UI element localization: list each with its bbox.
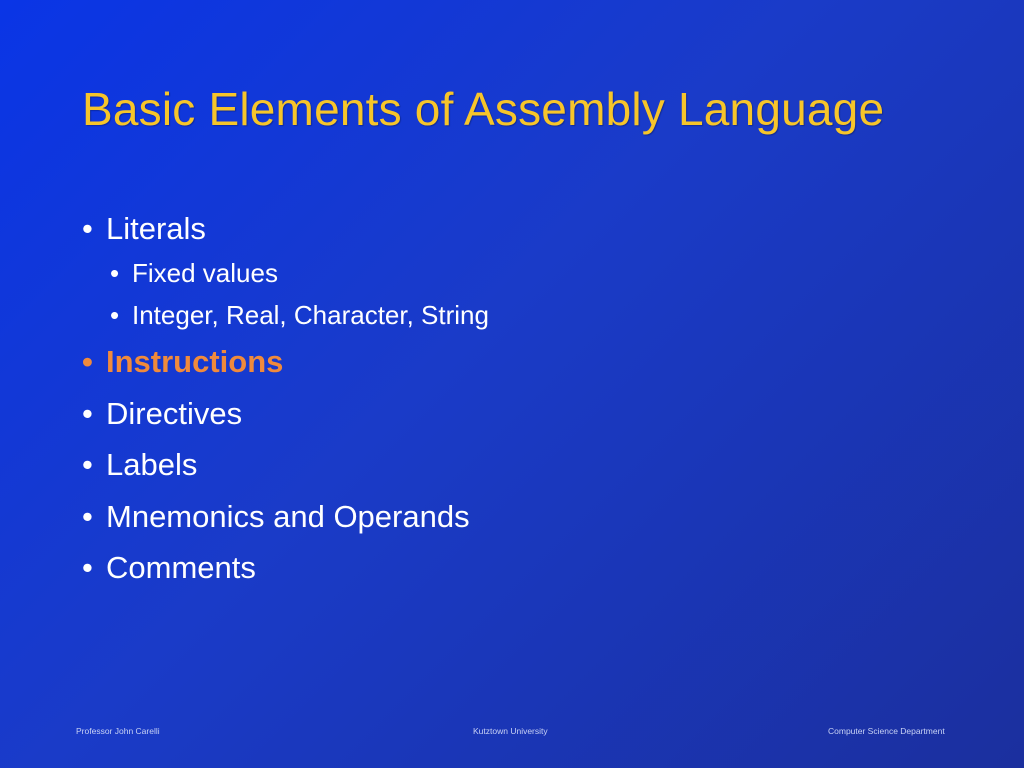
bullet-icon: • bbox=[110, 300, 120, 330]
footer-institution: Kutztown University bbox=[473, 726, 548, 736]
footer-department: Computer Science Department bbox=[828, 726, 945, 736]
bullet-label: Fixed values bbox=[132, 258, 278, 288]
bullet-label: Instructions bbox=[106, 344, 284, 379]
bullet-label: Directives bbox=[106, 396, 243, 431]
bullet-item-literals bbox=[82, 211, 206, 247]
bullet-item-comments bbox=[82, 550, 256, 586]
slide-title: Basic Elements of Assembly Language bbox=[82, 83, 885, 135]
bullet-label: Mnemonics and Operands bbox=[106, 499, 470, 534]
bullet-item-instructions bbox=[82, 344, 283, 380]
bullet-label: Labels bbox=[106, 447, 198, 482]
bullet-icon: • bbox=[82, 499, 93, 534]
sub-bullet-item-types bbox=[110, 300, 489, 331]
bullet-icon: • bbox=[82, 550, 93, 585]
footer-author: Professor John Carelli bbox=[76, 726, 160, 736]
bullet-item-labels bbox=[82, 447, 197, 483]
bullet-icon: • bbox=[82, 447, 93, 482]
bullet-item-mnemonics bbox=[82, 499, 470, 535]
bullet-icon: • bbox=[82, 211, 93, 246]
sub-bullet-item-fixed-values bbox=[110, 258, 278, 289]
bullet-icon: • bbox=[110, 258, 120, 288]
bullet-label: Literals bbox=[106, 211, 206, 246]
bullet-icon: • bbox=[82, 396, 93, 431]
bullet-label: Integer, Real, Character, String bbox=[132, 300, 489, 330]
bullet-icon: • bbox=[82, 344, 93, 379]
bullet-label: Comments bbox=[106, 550, 256, 585]
bullet-item-directives bbox=[82, 396, 242, 432]
